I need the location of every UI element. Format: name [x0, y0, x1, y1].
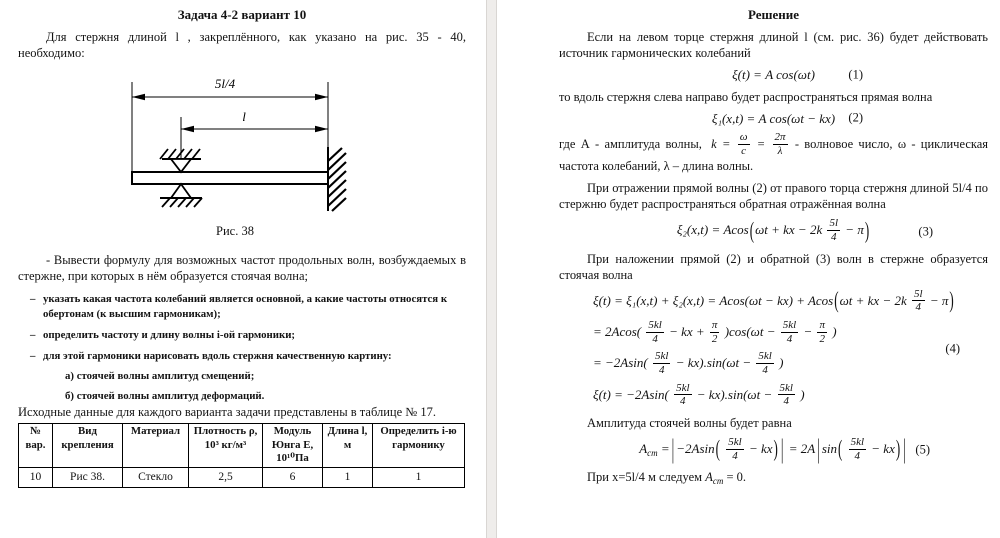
equation-2 — [559, 111, 988, 127]
table-header-cell: Определить i-ю гармонику — [373, 424, 465, 468]
fraction: $\frac{5kl}{4}$ — [728, 435, 742, 462]
abs-bar: | — [780, 432, 784, 464]
table-cell: 10 — [19, 467, 53, 487]
list-item-text: указать какая частота колебаний является основной, а какие частоты относятся к обертонам (к высшим гармоникам); — [43, 293, 448, 320]
big-paren: ( — [715, 435, 721, 462]
equation-4 — [559, 286, 988, 409]
wall-hatch — [328, 147, 346, 211]
table-header-row — [19, 424, 465, 468]
math-run: k = — [711, 137, 731, 152]
math-run: = 2A — [788, 441, 816, 456]
figure-caption: Рис. 38 — [216, 224, 254, 238]
list-item — [30, 328, 466, 343]
text-run: = 0. — [726, 470, 747, 485]
rod-figure-svg — [110, 71, 360, 213]
dash-marker: – — [30, 329, 36, 341]
equation-number: (5) — [915, 442, 930, 457]
table-note: Исходные данные для каждого варианта задачи представлены в таблице № 17. — [18, 405, 436, 419]
requirements-list — [18, 292, 466, 404]
math-run: −2Asin — [676, 441, 715, 456]
abs-bar: | — [903, 432, 906, 464]
solution-paragraph-6: Амплитуда стоячей волны будет равна — [587, 415, 792, 430]
math-run: ) — [800, 386, 805, 402]
fraction: $\frac{5kl}{4}$ — [676, 381, 690, 408]
solution-paragraph-2: то вдоль стержня слева направо будет распространяться прямая волна — [559, 89, 933, 104]
math-run: ωt + kx − 2k — [755, 222, 823, 238]
table-header-cell: № вар. — [19, 424, 53, 468]
big-paren: ( — [837, 435, 843, 462]
equation-number: (1) — [848, 67, 863, 82]
big-paren: ) — [773, 435, 778, 462]
equation-line — [559, 351, 988, 377]
table-cell: 6 — [263, 467, 323, 487]
math-run: ) — [832, 324, 837, 340]
table-cell: Стекло — [123, 467, 189, 487]
big-paren: ( — [749, 216, 755, 243]
page-gap-divider — [486, 0, 497, 538]
equation-number: (4) — [945, 341, 960, 356]
pin-support-bottom — [160, 184, 202, 207]
math-run: ξ(t) = ξ₁(x,t) + ξ₂(x,t) = Acos(ωt − kx) + Acos — [593, 292, 834, 308]
equation-5 — [559, 432, 988, 464]
equation-line — [559, 320, 988, 346]
math-run: sin — [821, 441, 837, 456]
abs-bar: | — [817, 432, 820, 464]
rod-bar — [132, 172, 328, 184]
math-run: = — [756, 137, 766, 152]
solution-paragraph-4: При отражении прямой волны (2) от правого торца стержня длиной 5l/4 по стержню будет распространяться обратная отражённая волна — [559, 181, 988, 212]
table-header-cell: Вид крепления — [53, 424, 123, 468]
variants-table — [18, 423, 465, 488]
equation-line — [559, 383, 988, 409]
dim-label-top: 5l/4 — [214, 76, 236, 91]
math-run: = −2Asin( — [593, 355, 648, 371]
math-run: ωt + kx − 2k — [839, 292, 907, 308]
big-paren: ) — [864, 216, 870, 243]
table-cell: 1 — [373, 467, 465, 487]
big-paren: ) — [949, 286, 954, 313]
big-paren: ) — [895, 435, 901, 462]
table-cell: Рис 38. — [53, 467, 123, 487]
table-header-cell: Длина l, м — [323, 424, 373, 468]
math-run: − kx).sin(ωt − — [696, 386, 773, 402]
fraction: $\frac{5kl}{4}$ — [655, 350, 669, 376]
task-paragraph: - Вывести формулу для возможных частот продольных волн, возбуждаемых в стержне, при которых в нём образуется стоячая волна; — [18, 253, 466, 283]
equation-number: (2) — [848, 110, 863, 125]
list-item-text: для этой гармоники нарисовать вдоль стержня качественную картину: — [43, 350, 392, 362]
fraction: $\frac{5kl}{4}$ — [850, 435, 865, 462]
math-run: = 2Acos( — [593, 324, 642, 340]
fraction: $\frac{5kl}{4}$ — [758, 350, 772, 376]
solution-paragraph-7 — [559, 469, 988, 489]
solution-paragraph-1: Если на левом торце стержня длиной l (см. рис. 36) будет действовать источник гармонических колебаний — [559, 30, 988, 60]
solution-paragraph-3 — [559, 132, 988, 174]
left-page-title: Задача 4-2 вариант 10 — [177, 7, 307, 22]
table-header-cell: Плотность ρ, 10³ кг/м³ — [189, 424, 263, 468]
math-run: A — [705, 470, 713, 485]
fraction: $\frac{\omega}{c}$ — [739, 131, 748, 157]
abs-bar: | — [671, 432, 675, 464]
text-run: где А - амплитуда волны, — [559, 137, 702, 152]
dash-marker: – — [30, 293, 36, 305]
right-page — [497, 0, 1000, 538]
math-run: A — [639, 441, 648, 456]
equation-number: (3) — [918, 224, 933, 239]
fraction: $\frac{5l}{4}$ — [914, 287, 923, 314]
intro-paragraph: Для стержня длиной l , закреплённого, как указано на рис. 35 - 40, необходимо: — [18, 30, 466, 60]
solution-paragraph-5: При наложении прямой (2) и обратной (3) волн в стержне образуется стоячая волна — [559, 251, 988, 282]
math-run: − kx — [871, 441, 895, 456]
math-run: = — [660, 441, 670, 456]
equation-body: ξ₁(x,t) = A cos(ωt − kx) — [711, 110, 836, 126]
fraction: $\frac{5kl}{4}$ — [648, 319, 662, 345]
math-run: ξ₂(x,t) = Acos — [676, 222, 749, 238]
list-item — [30, 349, 466, 364]
fraction: $\frac{5l}{4}$ — [829, 217, 839, 244]
math-run: − kx).sin(ωt − — [675, 355, 752, 371]
math-run: − π — [929, 292, 949, 308]
fraction: $\frac{\pi}{2}$ — [711, 319, 718, 345]
table-header-cell: Материал — [123, 424, 189, 468]
right-page-title: Решение — [747, 7, 800, 22]
list-item — [30, 292, 466, 322]
fraction: $\frac{5kl}{4}$ — [779, 381, 793, 408]
equation-line — [559, 286, 988, 315]
fraction: $\frac{2\pi}{\lambda}$ — [774, 131, 786, 157]
math-run: ξ(t) = −2Asin( — [593, 386, 669, 402]
sub-item-b: б) стоячей волны амплитуд деформаций. — [65, 390, 265, 402]
fraction: $\frac{\pi}{2}$ — [819, 319, 825, 345]
pin-support-top — [160, 149, 201, 172]
math-run: ) — [779, 355, 784, 371]
subscript: ст — [647, 448, 658, 458]
math-run: − π — [845, 222, 864, 238]
table-cell: 2,5 — [189, 467, 263, 487]
left-page — [0, 0, 486, 538]
list-item-text: определить частоту и длину волны i-ой гармоники; — [43, 329, 296, 341]
dim-label-inner: l — [242, 109, 246, 124]
table-row — [19, 467, 465, 487]
math-run: − kx + — [669, 324, 705, 340]
table-cell: 1 — [323, 467, 373, 487]
dash-marker: – — [30, 350, 36, 362]
math-run: )cos(ωt − — [724, 324, 776, 340]
sub-item-a: а) стоячей волны амплитуд смещений; — [65, 370, 255, 382]
fraction: $\frac{5kl}{4}$ — [782, 319, 797, 345]
table-header-cell: Модуль Юнга Е, 10¹⁰Па — [263, 424, 323, 468]
equation-1 — [559, 67, 988, 83]
equation-3 — [559, 218, 988, 244]
math-run: − — [803, 324, 813, 340]
text-run: При x=5l/4 м следуем — [587, 470, 703, 485]
math-run: − kx — [748, 441, 773, 456]
equation-body: ξ(t) = A cos(ωt) — [732, 67, 815, 82]
subscript: ст — [712, 476, 724, 487]
text-run: - волновое число, ω - циклическая частота колебаний, λ – длина волны. — [559, 137, 989, 174]
figure-rod-diagram — [110, 71, 360, 239]
big-paren: ( — [834, 286, 839, 313]
